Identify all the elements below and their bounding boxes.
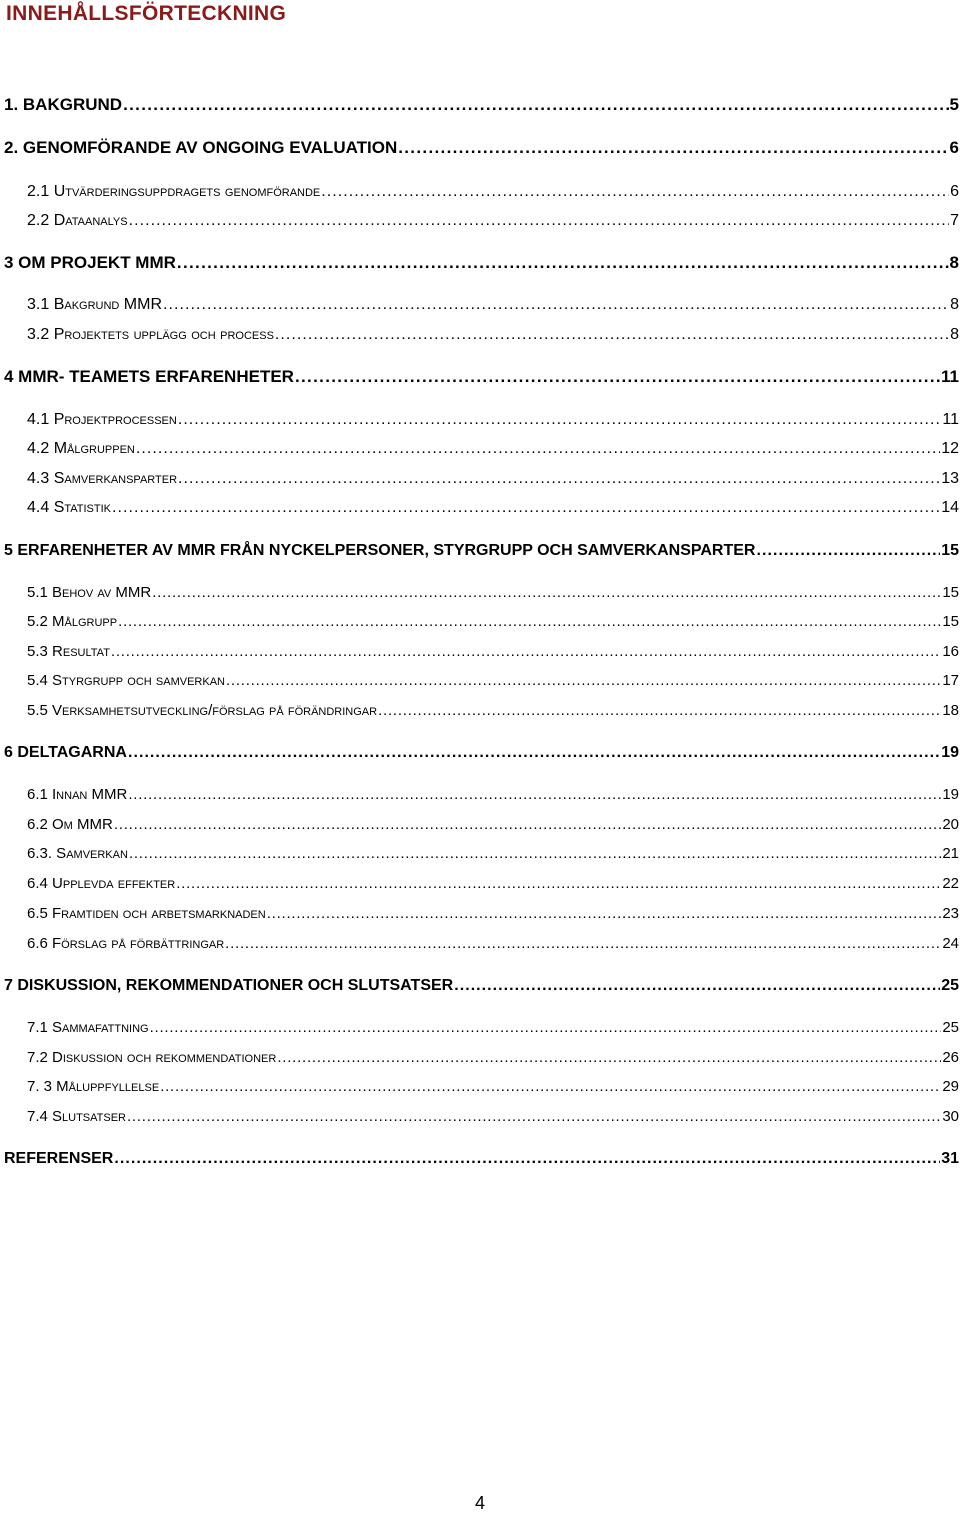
dot-leader [378,700,941,722]
dot-leader [129,210,949,232]
toc-entry-page: 26 [942,1049,959,1066]
toc-section-entry[interactable] [4,1106,959,1128]
toc-entry-page: 15 [941,542,959,559]
toc-section-entry[interactable] [4,784,959,806]
dot-leader [176,873,941,895]
toc-entry-title: 5.4 Styrgrupp och samverkan [27,672,225,689]
toc-section-entry[interactable] [4,700,959,722]
toc-section-entry[interactable] [4,903,959,925]
toc-entry-title: 6.2 Om MMR [27,816,113,833]
toc-entry-title: 5.2 Målgrupp [27,613,118,630]
toc-section-entry[interactable] [4,933,959,955]
toc-entry-title: 7 DISKUSSION, REKOMMENDATIONER OCH SLUTSATSER [4,977,454,994]
dot-leader [111,641,941,663]
toc-section-entry[interactable] [4,1076,959,1098]
toc-entry-page: 22 [942,875,959,892]
toc-entry-page: 5 [949,95,959,114]
toc-entry-title: 6.5 Framtiden och arbetsmarknaden [27,905,266,922]
dot-leader [114,1148,940,1170]
dot-leader [226,670,941,692]
toc-heading: INNEHÅLLSFÖRTECKNING [6,2,287,25]
toc-entry-page: 13 [941,470,959,487]
toc-entry-page: 19 [941,744,959,761]
dot-leader [398,137,948,159]
toc-entry-title: 6.4 Upplevda effekter [27,875,176,892]
toc-entry-page: 16 [942,643,959,660]
toc-entry-title: 4.3 Samverkansparter [27,470,178,487]
dot-leader [454,975,940,997]
dot-leader [112,497,940,519]
toc-entry-page: 12 [941,440,959,457]
toc-section-entry[interactable] [4,873,959,895]
toc-chapter-entry[interactable] [4,137,959,159]
toc-section-entry[interactable] [4,181,959,203]
dot-leader [114,814,941,836]
toc-entry-title: 3 OM PROJEKT MMR [4,253,176,272]
toc-section-entry[interactable] [4,814,959,836]
toc-chapter-entry[interactable] [4,252,959,274]
toc-section-entry[interactable] [4,1047,959,1069]
dot-leader [128,784,941,806]
toc-entry-title: 4.2 Målgruppen [27,440,135,457]
dot-leader [118,611,941,633]
toc-section-entry[interactable] [4,468,959,490]
toc-section-entry[interactable] [4,210,959,232]
dot-leader [129,843,941,865]
toc-entry-page: 8 [949,253,959,272]
toc-section-entry[interactable] [4,670,959,692]
dot-leader [178,409,942,431]
toc-entry-title: 3.2 Projektets upplägg och process [27,326,274,343]
toc-entry-page: 25 [941,977,959,994]
toc-section-entry[interactable] [4,641,959,663]
toc-entry-title: 1. BAKGRUND [4,95,123,114]
toc-chapter-entry[interactable] [4,540,959,562]
toc-entry-title: 2.2 Dataanalys [27,212,128,229]
toc-section-entry[interactable] [4,324,959,346]
toc-entry-page: 14 [941,499,959,516]
toc-section-entry[interactable] [4,294,959,316]
toc-entry-title: 5 ERFARENHETER AV MMR FRÅN NYCKELPERSONER, STYRGRUPP OCH SAMVERKANSPARTER [4,542,756,559]
dot-leader [277,1047,941,1069]
dot-leader [756,540,940,562]
dot-leader [127,1106,941,1128]
toc-entry-page: 20 [942,816,959,833]
toc-entry-title: 7.1 Sammafattning [27,1019,149,1036]
dot-leader [177,252,949,274]
toc-entry-page: 24 [942,935,959,952]
toc-entry-page: 8 [950,296,959,313]
toc-section-entry[interactable] [4,843,959,865]
toc-chapter-entry[interactable] [4,742,959,764]
dot-leader [160,1076,941,1098]
toc-entry-title: 5.1 Behov av MMR [27,584,152,601]
dot-leader [150,1017,942,1039]
toc-entry-page: 21 [942,845,959,862]
dot-leader [225,933,941,955]
toc-section-entry[interactable] [4,409,959,431]
toc-entry-page: 6 [950,183,959,200]
toc-section-entry[interactable] [4,438,959,460]
dot-leader [128,742,940,764]
toc-entry-title: 4.4 Statistik [27,499,112,516]
toc-entry-page: 30 [942,1108,959,1125]
dot-leader [136,438,940,460]
toc-entry-page: 25 [942,1019,959,1036]
dot-leader [275,324,949,346]
dot-leader [178,468,940,490]
dot-leader [152,582,941,604]
toc-entry-page: 23 [942,905,959,922]
toc-entry-title: 4 MMR- TEAMETS ERFARENHETER [4,367,294,386]
toc-entry-page: 31 [941,1150,959,1167]
toc-entry-page: 29 [942,1078,959,1095]
toc-entry-page: 15 [942,584,959,601]
toc-entry-title: 7. 3 Måluppfyllelse [27,1078,160,1095]
dot-leader [267,903,942,925]
toc-chapter-entry[interactable] [4,1148,959,1170]
toc-entry-page: 15 [942,613,959,630]
toc-entry-title: 2. GENOMFÖRANDE AV ONGOING EVALUATION [4,138,398,157]
dot-leader [321,181,949,203]
dot-leader [163,294,949,316]
toc-section-entry[interactable] [4,1017,959,1039]
toc-entry-page: 7 [950,212,959,229]
toc-entry-page: 19 [942,786,959,803]
toc-entry-title: 4.1 Projektprocessen [27,411,177,428]
toc-section-entry[interactable] [4,497,959,519]
toc-entry-title: 7.2 Diskussion och rekommendationer [27,1049,277,1066]
toc-chapter-entry[interactable] [4,975,959,997]
toc-entry-page: 11 [942,411,959,428]
toc-entry-title: 3.1 Bakgrund MMR [27,296,163,313]
toc-section-entry[interactable] [4,582,959,604]
toc-entry-title: 6.3. Samverkan [27,845,128,862]
page-number: 4 [475,1493,486,1513]
toc-entry-title: 6.6 Förslag på förbättringar [27,935,225,952]
toc-section-entry[interactable] [4,611,959,633]
toc-chapter-entry[interactable] [4,366,959,388]
dot-leader [123,94,948,116]
toc-entry-title: 6 DELTAGARNA [4,744,127,761]
toc-entry-page: 17 [942,672,959,689]
toc-entry-title: 2.1 Utvärderingsuppdragets genomförande [27,183,321,200]
toc-entry-title: REFERENSER [4,1150,114,1167]
toc-chapter-entry[interactable] [4,94,959,116]
toc-entry-page: 11 [941,367,959,386]
toc-entry-page: 6 [949,138,959,157]
dot-leader [295,366,940,388]
toc-entry-page: 8 [950,326,959,343]
toc-entry-title: 5.3 Resultat [27,643,110,660]
toc-entry-page: 18 [942,702,959,719]
toc-entry-title: 7.4 Slutsatser [27,1108,126,1125]
toc-entry-title: 5.5 Verksamhetsutveckling/förslag på förändringar [27,702,378,719]
toc-entry-title: 6.1 Innan MMR [27,786,128,803]
